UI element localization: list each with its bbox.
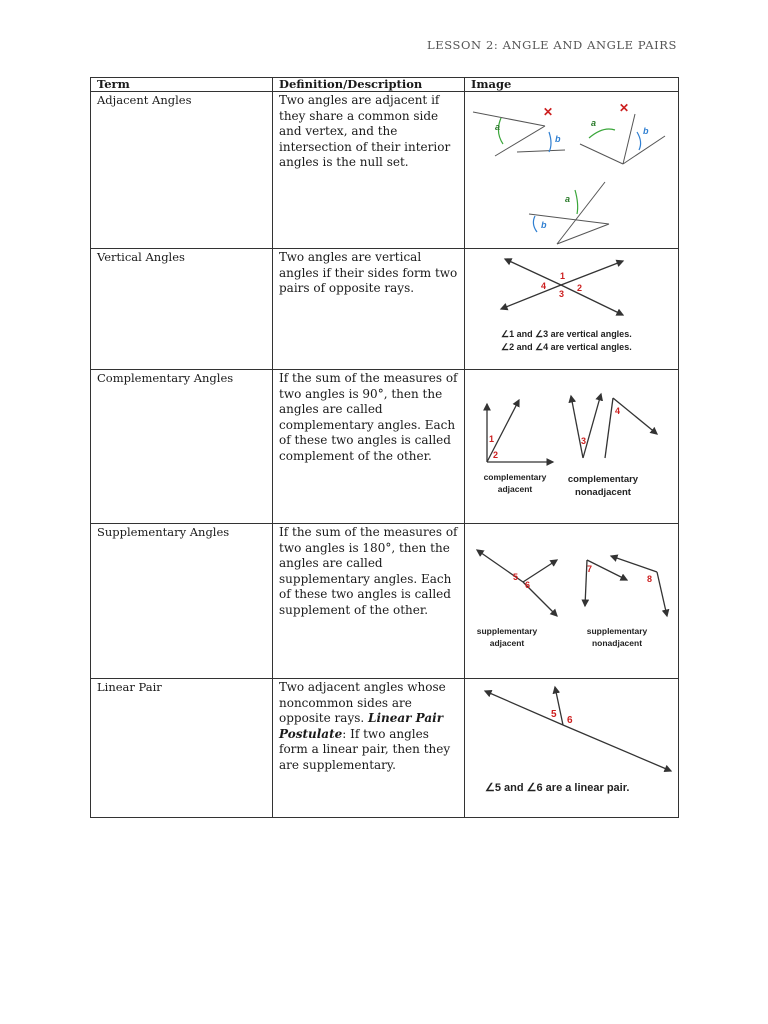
vertical-caption-2: ∠2 and ∠4 are vertical angles. [501, 342, 632, 352]
supplementary-label-7: 7 [587, 564, 593, 574]
supplementary-label-8: 8 [647, 574, 653, 584]
definition-cell: Two angles are adjacent if they share a common side and vertex, and the intersection of their interior angles is the null set. [273, 92, 465, 249]
term-cell: Linear Pair [91, 679, 273, 818]
vertical-label-1: 1 [560, 271, 566, 281]
vertical-label-3: 3 [559, 289, 565, 299]
supplementary-caption-1: supplementary [476, 626, 538, 636]
supplementary-label-5: 5 [513, 572, 519, 582]
complementary-caption-4: nonadjacent [575, 487, 631, 498]
lesson-header: LESSON 2: ANGLE AND ANGLE PAIRS [427, 38, 677, 52]
adjacent-label-b-1: b [555, 134, 561, 144]
table-row [91, 679, 679, 818]
table-row [91, 370, 679, 524]
definition-cell [273, 679, 465, 818]
not-adjacent-x-icon: ✕ [543, 105, 554, 119]
column-header-definition: Definition/Description [273, 78, 465, 92]
complementary-label-3: 3 [581, 436, 587, 446]
adjacent-angles-figure [465, 92, 679, 248]
image-cell [465, 249, 679, 370]
complementary-angles-figure [465, 370, 679, 523]
definition-cell: If the sum of the measures of two angles is 180°, then the angles are called supplementary angles. Each of these two angles is called supplement of the other. [273, 524, 465, 679]
complementary-label-1: 1 [489, 434, 495, 444]
term-cell: Vertical Angles [91, 249, 273, 370]
complementary-caption-1: complementary [483, 472, 547, 482]
image-cell [465, 92, 679, 249]
table-row [91, 249, 679, 370]
vertical-label-2: 2 [577, 283, 583, 293]
definition-cell: If the sum of the measures of two angles is 90°, then the angles are called complementary angles. Each of these two angles is called complement of the other. [273, 370, 465, 524]
image-cell [465, 679, 679, 818]
supplementary-caption-2: adjacent [489, 638, 525, 648]
postulate-text: : If two angles form a linear pair, then they are supplementary. [279, 726, 451, 772]
complementary-label-2: 2 [493, 450, 499, 460]
vertical-label-4: 4 [541, 281, 547, 291]
complementary-caption-3: complementary [567, 474, 639, 485]
linear-caption: ∠5 and ∠6 are a linear pair. [485, 782, 630, 794]
column-header-image: Image [465, 78, 679, 92]
adjacent-label-a-2: a [591, 118, 597, 128]
image-cell [465, 370, 679, 524]
image-cell [465, 524, 679, 679]
term-cell: Adjacent Angles [91, 92, 273, 249]
adjacent-label-b-2: b [643, 126, 649, 136]
table-row [91, 92, 679, 249]
table-header-row [91, 78, 679, 92]
linear-pair-figure [465, 679, 679, 817]
definition-text: Two adjacent angles whose noncommon sides are opposite rays. [279, 680, 446, 725]
table-row [91, 524, 679, 679]
adjacent-label-b-3: b [541, 220, 547, 230]
linear-label-6: 6 [567, 715, 573, 726]
supplementary-caption-3: supplementary [586, 626, 648, 636]
not-adjacent-x-icon: ✕ [619, 101, 630, 115]
supplementary-angles-figure [465, 524, 679, 678]
vertical-angles-figure [465, 249, 679, 369]
complementary-caption-2: adjacent [497, 484, 533, 494]
supplementary-label-6: 6 [525, 580, 531, 590]
term-cell: Supplementary Angles [91, 524, 273, 679]
angle-pairs-table [90, 77, 679, 818]
postulate-title: Linear Pair Postulate [279, 711, 444, 741]
vertical-caption-1: ∠1 and ∠3 are vertical angles. [501, 329, 632, 339]
supplementary-caption-4: nonadjacent [591, 638, 643, 648]
adjacent-label-a-1: a [495, 122, 501, 132]
linear-label-5: 5 [551, 709, 557, 720]
definition-cell: Two angles are vertical angles if their sides form two pairs of opposite rays. [273, 249, 465, 370]
column-header-term: Term [91, 78, 273, 92]
term-cell: Complementary Angles [91, 370, 273, 524]
adjacent-label-a-3: a [565, 194, 571, 204]
complementary-label-4: 4 [615, 406, 621, 416]
